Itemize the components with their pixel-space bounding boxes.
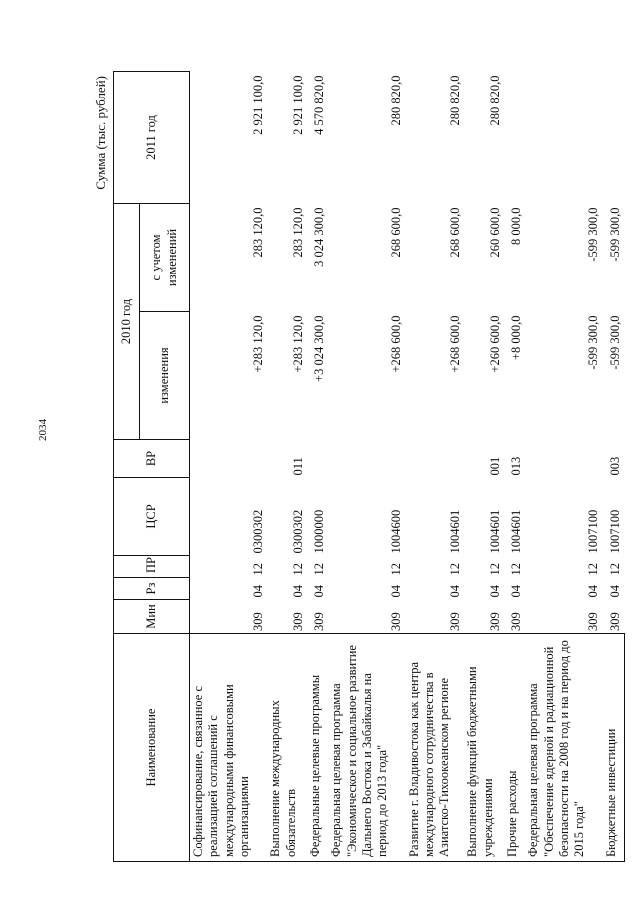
row-changes: -599 300,0 [586,315,601,370]
row-vr [307,440,328,478]
row-pr: 12 [251,563,266,576]
row-csr: 1007100 [608,509,623,554]
row-with-changes: 268 600,0 [448,207,463,258]
row-rz: 04 [251,585,266,598]
row-2011: 2 921 100,0 [291,75,306,135]
row-vr [190,440,268,478]
row-min: 309 [291,612,306,631]
row-csr: 0300302 [251,509,266,554]
row-name: Выполнение функций бюджетными учреждениями [464,634,504,862]
row-with-changes: 268 600,0 [389,207,404,258]
row-vr: 011 [291,457,306,476]
header-with-changes: с учетом изменений [140,203,190,311]
row-pr: 12 [448,563,463,576]
row-min: 309 [251,612,266,631]
row-with-changes: 8 000,0 [509,207,524,245]
table-row [267,71,307,861]
row-changes: -599 300,0 [608,315,623,370]
row-pr: 12 [586,563,601,576]
header-year-2011: 2011 год [114,71,190,203]
row-vr [406,440,465,478]
row-pr: 12 [389,563,404,576]
row-csr: 1004600 [389,509,404,554]
header-year-2010: 2010 год [114,203,140,439]
table-row [603,71,625,861]
row-2011: 280 820,0 [389,75,404,126]
row-name: Федеральная целевая программа "Экономическое и социальное развитие Дальнего Востока и Забайкалья на период до 2013 года" [328,634,405,862]
row-with-changes: 283 120,0 [291,207,306,258]
row-csr: 1000000 [312,509,327,554]
row-pr: 12 [312,563,327,576]
budget-table [113,71,625,862]
row-vr: 013 [509,456,524,476]
row-rz: 04 [509,585,524,598]
header-rz: Рз [114,578,190,600]
row-2011: 2 921 100,0 [251,75,266,135]
row-rz: 04 [389,585,404,598]
row-min: 309 [487,612,502,631]
table-row [504,71,525,861]
row-with-changes: 260 600,0 [487,207,502,258]
row-csr: 1004601 [448,509,463,554]
row-name: Выполнение международных обязательств [267,634,307,862]
row-name: Прочие расходы [504,634,525,862]
row-2011: 280 820,0 [448,75,463,126]
row-2011 [525,71,602,203]
row-csr: 0300302 [291,509,306,554]
row-rz: 04 [312,585,327,598]
header-changes: изменения [140,312,190,440]
row-name: Бюджетные инвестиции [603,634,625,862]
row-min: 309 [509,612,524,631]
row-csr: 1007100 [586,509,601,554]
header-min: Мин [114,600,190,634]
row-changes: +8 000,0 [509,315,524,361]
row-rz: 04 [586,585,601,598]
row-csr: 1004601 [509,509,524,554]
row-2011: 4 570 820,0 [312,75,327,135]
row-with-changes: 3 024 300,0 [312,207,327,267]
table-row [190,71,268,861]
row-pr: 12 [487,563,502,576]
page-number: 2034 [37,419,49,441]
row-pr: 12 [608,563,623,576]
table-row [328,71,405,861]
header-vr: ВР [114,440,190,478]
header-name: Наименование [114,634,190,862]
table-row [307,71,328,861]
row-pr: 12 [291,563,306,576]
row-vr: 001 [487,456,502,476]
row-min: 309 [448,612,463,631]
row-changes: +260 600,0 [487,315,502,373]
row-with-changes: -599 300,0 [608,207,623,262]
row-with-changes: -599 300,0 [586,207,601,262]
row-min: 309 [312,612,327,631]
rotated-page-content [93,72,626,862]
row-2011: 280 820,0 [487,75,502,126]
row-csr: 1004601 [487,509,502,554]
header-pr: ПР [114,556,190,578]
row-name: Федеральные целевые программы [307,634,328,862]
row-min: 309 [586,612,601,631]
row-name: Софинансирование, связанное с реализацией соглашений с международными финансовыми организациями [190,634,268,862]
row-pr: 12 [509,563,524,576]
header-csr: ЦСР [114,478,190,556]
row-changes: +268 600,0 [448,315,463,373]
row-vr [525,440,602,478]
row-rz: 04 [487,585,502,598]
row-vr [328,440,405,478]
row-rz: 04 [291,585,306,598]
row-2011 [603,71,625,203]
row-changes: +268 600,0 [389,315,404,373]
row-2011 [504,71,525,203]
row-with-changes: 283 120,0 [251,207,266,258]
row-changes: +3 024 300,0 [312,315,327,382]
units-label: Сумма (тыс. рублей) [93,76,108,190]
row-rz: 04 [608,585,623,598]
row-changes: +283 120,0 [291,315,306,373]
row-vr: 003 [608,456,623,476]
table-row [525,71,602,861]
row-rz: 04 [448,585,463,598]
row-min: 309 [608,612,623,631]
row-min: 309 [389,612,404,631]
table-row [406,71,465,861]
row-name: Развитие г. Владивостока как центра международного сотрудничества в Азиатско-Тихоокеанском регионе [406,634,465,862]
row-changes: +283 120,0 [251,315,266,373]
table-row [464,71,504,861]
row-name: Федеральная целевая программа "Обеспечение ядерной и радиационной безопасности на 2008 год и на период до 2015 года" [525,634,602,862]
